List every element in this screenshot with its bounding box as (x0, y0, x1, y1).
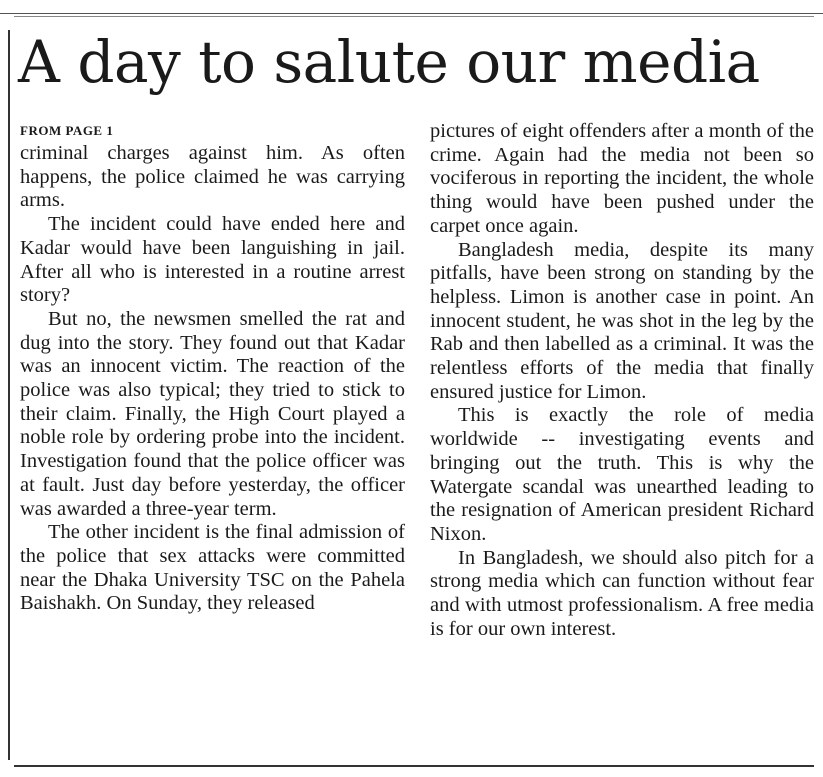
paragraph: criminal charges against him. As often happens, the police claimed he was carrying arms. (20, 142, 405, 212)
continuation-kicker: FROM PAGE 1 (20, 123, 114, 138)
paragraph: The other incident is the final admission of the police that sex attacks were committed near the Dhaka University TSC on the Pahela Baishakh. On Sunday, they released (20, 521, 405, 615)
article-column-left (20, 120, 405, 616)
top-rule-secondary (14, 16, 814, 17)
article-headline: A day to salute our media (18, 28, 760, 96)
paragraph: But no, the newsmen smelled the rat and dug into the story. They found out that Kadar was an innocent victim. The reaction of the police was also typical; they tried to stick to their claim. Finally, the High Court played a noble role by ordering probe into the incident. Investigation found that the police officer was at fault. Just day before yesterday, the officer was awarded a three-year term. (20, 307, 405, 520)
left-column-rule (8, 30, 10, 760)
paragraph: The incident could have ended here and Kadar would have been languishing in jail. After all who is interested in a routine arrest story? (20, 213, 405, 307)
article-column-right (430, 120, 814, 641)
paragraph: pictures of eight offenders after a month of the crime. Again had the media not been so vociferous in reporting the incident, the whole thing would have been pushed under the carpet once again. (430, 120, 814, 237)
top-rule (0, 13, 823, 14)
paragraph: In Bangladesh, we should also pitch for a strong media which can function without fear and with utmost professionalism. A free media is for our own interest. (430, 546, 814, 640)
bottom-rule (14, 765, 814, 767)
paragraph: Bangladesh media, despite its many pitfalls, have been strong on standing by the helpless. Limon is another case in point. An innocent student, he was shot in the leg by the Rab and then labelled as a criminal. It was the relentless efforts of the media that finally ensured justice for Limon. (430, 238, 814, 403)
paragraph: This is exactly the role of media worldwide -- investigating events and bringing out the truth. This is why the Watergate scandal was unearthed leading to the resignation of American president Richard Nixon. (430, 404, 814, 545)
